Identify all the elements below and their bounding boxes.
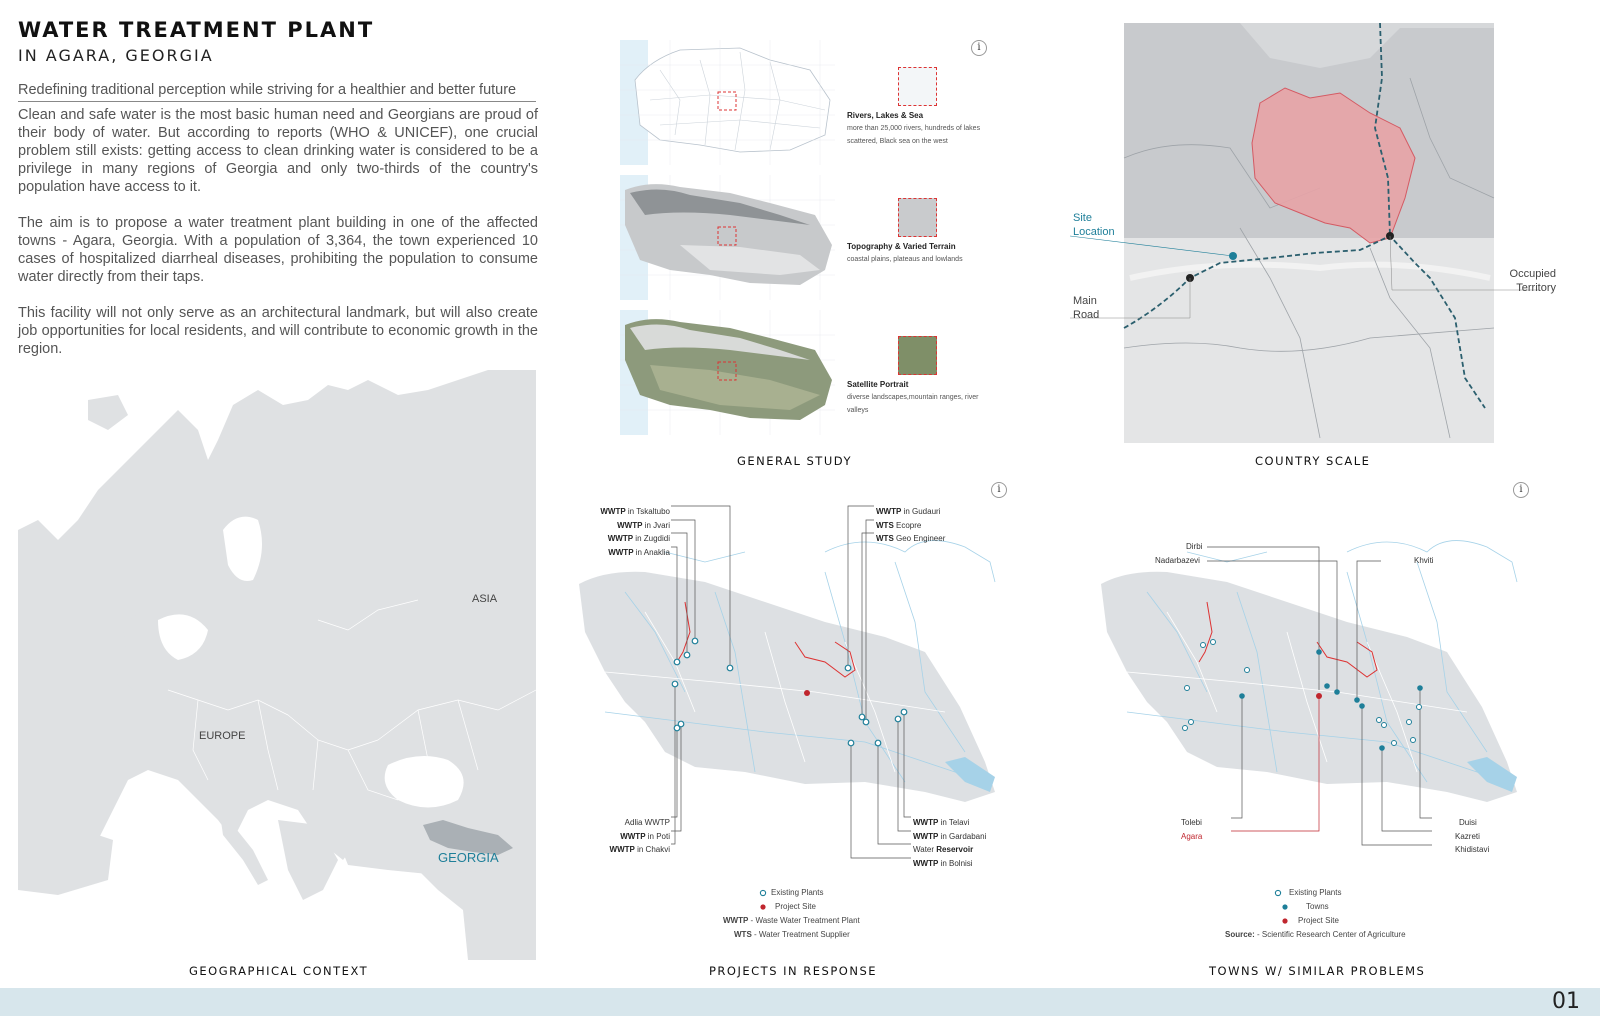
label-wwtp-gudauri: WWTP in Gudauri [876,507,941,516]
page-subtitle: IN AGARA, GEORGIA [18,46,214,65]
general-study-label: GENERAL STUDY [737,454,852,468]
legend-project-site: Project Site [775,902,816,911]
info-icon[interactable]: i [991,482,1007,498]
asia-label: ASIA [472,593,498,605]
europe-map [18,370,536,960]
towns-similar-problems-label: TOWNS W/ SIMILAR PROBLEMS [1209,964,1426,978]
label-duisi: Duisi [1459,818,1477,827]
label-agara: Agara [1181,832,1203,841]
legend-project-icon [760,904,765,909]
topography-title: Topography & Varied Terrain [847,242,956,251]
legend-towns-icon [1282,904,1287,909]
label-tolebi: Tolebi [1181,818,1202,827]
legend-towns: Towns [1306,902,1329,911]
page-title: WATER TREATMENT PLANT [18,18,375,42]
legend-existing-plants: Existing Plants [771,888,824,897]
topography-inset [898,198,937,237]
info-icon[interactable]: i [971,40,987,56]
label-wwtp-chakvi: WWTP in Chakvi [609,845,670,854]
label-wwtp-bolnisi: WWTP in Bolnisi [913,859,973,868]
legend-existing-icon [1275,890,1280,895]
label-dirbi: Dirbi [1186,542,1203,551]
topography-desc: coastal plains, plateaus and lowlands [847,256,963,263]
occupied-territory-label: Occupied Territory [1509,268,1556,294]
main-road-label: Main Road [1073,295,1100,321]
rivers-desc: more than 25,000 rivers, hundreds of lakes scattered, Black sea on the west [847,125,981,145]
europe-label: EUROPE [199,730,246,742]
country-scale-map [1070,18,1570,448]
project-site-marker [804,690,810,696]
label-adlia-wwtp: Adlia WWTP [624,818,670,827]
satellite-inset [898,336,937,375]
label-khidistavi: Khidistavi [1455,845,1490,854]
legend-source: Source: - Scientific Research Center of Agriculture [1225,930,1406,939]
legend-existing-icon [760,890,765,895]
satellite-title: Satellite Portrait [847,380,909,389]
topography-map [620,175,835,300]
satellite-desc: diverse landscapes,mountain ranges, river valleys [847,394,979,414]
page-number: 01 [1552,989,1580,1014]
label-wts-ecopre: WTS Ecopre [876,521,922,530]
rivers-inset [898,67,937,106]
legend-wwtp-def: WWTP - Waste Water Treatment Plant [723,916,860,925]
label-nadarbazevi: Nadarbazevi [1155,556,1200,565]
label-wwtp-anaklia: WWTP in Anaklia [608,548,670,557]
label-wwtp-zugdidi: WWTP in Zugdidi [607,534,670,543]
label-water-reservoir: Water Reservoir [913,845,974,854]
site-location-label: Site Location [1073,212,1115,238]
country-scale-label: COUNTRY SCALE [1255,454,1371,468]
agara-project-marker [1316,693,1322,699]
rivers-title: Rivers, Lakes & Sea [847,111,924,120]
label-wwtp-telavi: WWTP in Telavi [913,818,970,827]
info-icon[interactable]: i [1513,482,1529,498]
legend-project-icon [1282,918,1287,923]
label-khviti: Khviti [1414,556,1434,565]
label-wwtp-gardabani: WWTP in Gardabani [913,832,987,841]
geographical-context-label: GEOGRAPHICAL CONTEXT [189,964,369,978]
satellite-map [620,310,835,435]
label-wwtp-jvari: WWTP in Jvari [617,521,670,530]
label-wwtp-poti: WWTP in Poti [620,832,670,841]
georgia-label: GEORGIA [438,850,499,865]
impact-paragraph: This facility will not only serve as an architectural landmark, but will also create job opportunities for local residents, and will contribute to economic growth in the region. [18,305,538,357]
intro-paragraph: Clean and safe water is the most basic human need and Georgians are proud of their body of water. But according to reports (WHO & UNICEF), one crucial problem still exists: getting access to clean drinking water is considered to be a privilege in many regions of Georgia and only two-thirds of the country's population have access to it. [18,107,538,195]
aim-paragraph: The aim is to propose a water treatment plant building in one of the affected towns - Agara, Georgia. With a population of 3,364, the town experienced 10 cases of hospitalized diarrheal diseases, prohibiting the population to consume water directly from their taps. [18,215,538,285]
legend-existing-plants: Existing Plants [1289,888,1342,897]
label-wwtp-tskaltubo: WWTP in Tskaltubo [600,507,670,516]
projects-in-response-label: PROJECTS IN RESPONSE [709,964,878,978]
label-wts-geo-engineer: WTS Geo Engineer [876,534,946,543]
label-kazreti: Kazreti [1455,832,1480,841]
legend-project-site: Project Site [1298,916,1339,925]
legend-wts-def: WTS - Water Treatment Supplier [734,930,850,939]
tagline: Redefining traditional perception while striving for a healthier and better future [18,82,536,102]
rivers-map [620,40,835,165]
footer-bar [0,988,1600,1016]
